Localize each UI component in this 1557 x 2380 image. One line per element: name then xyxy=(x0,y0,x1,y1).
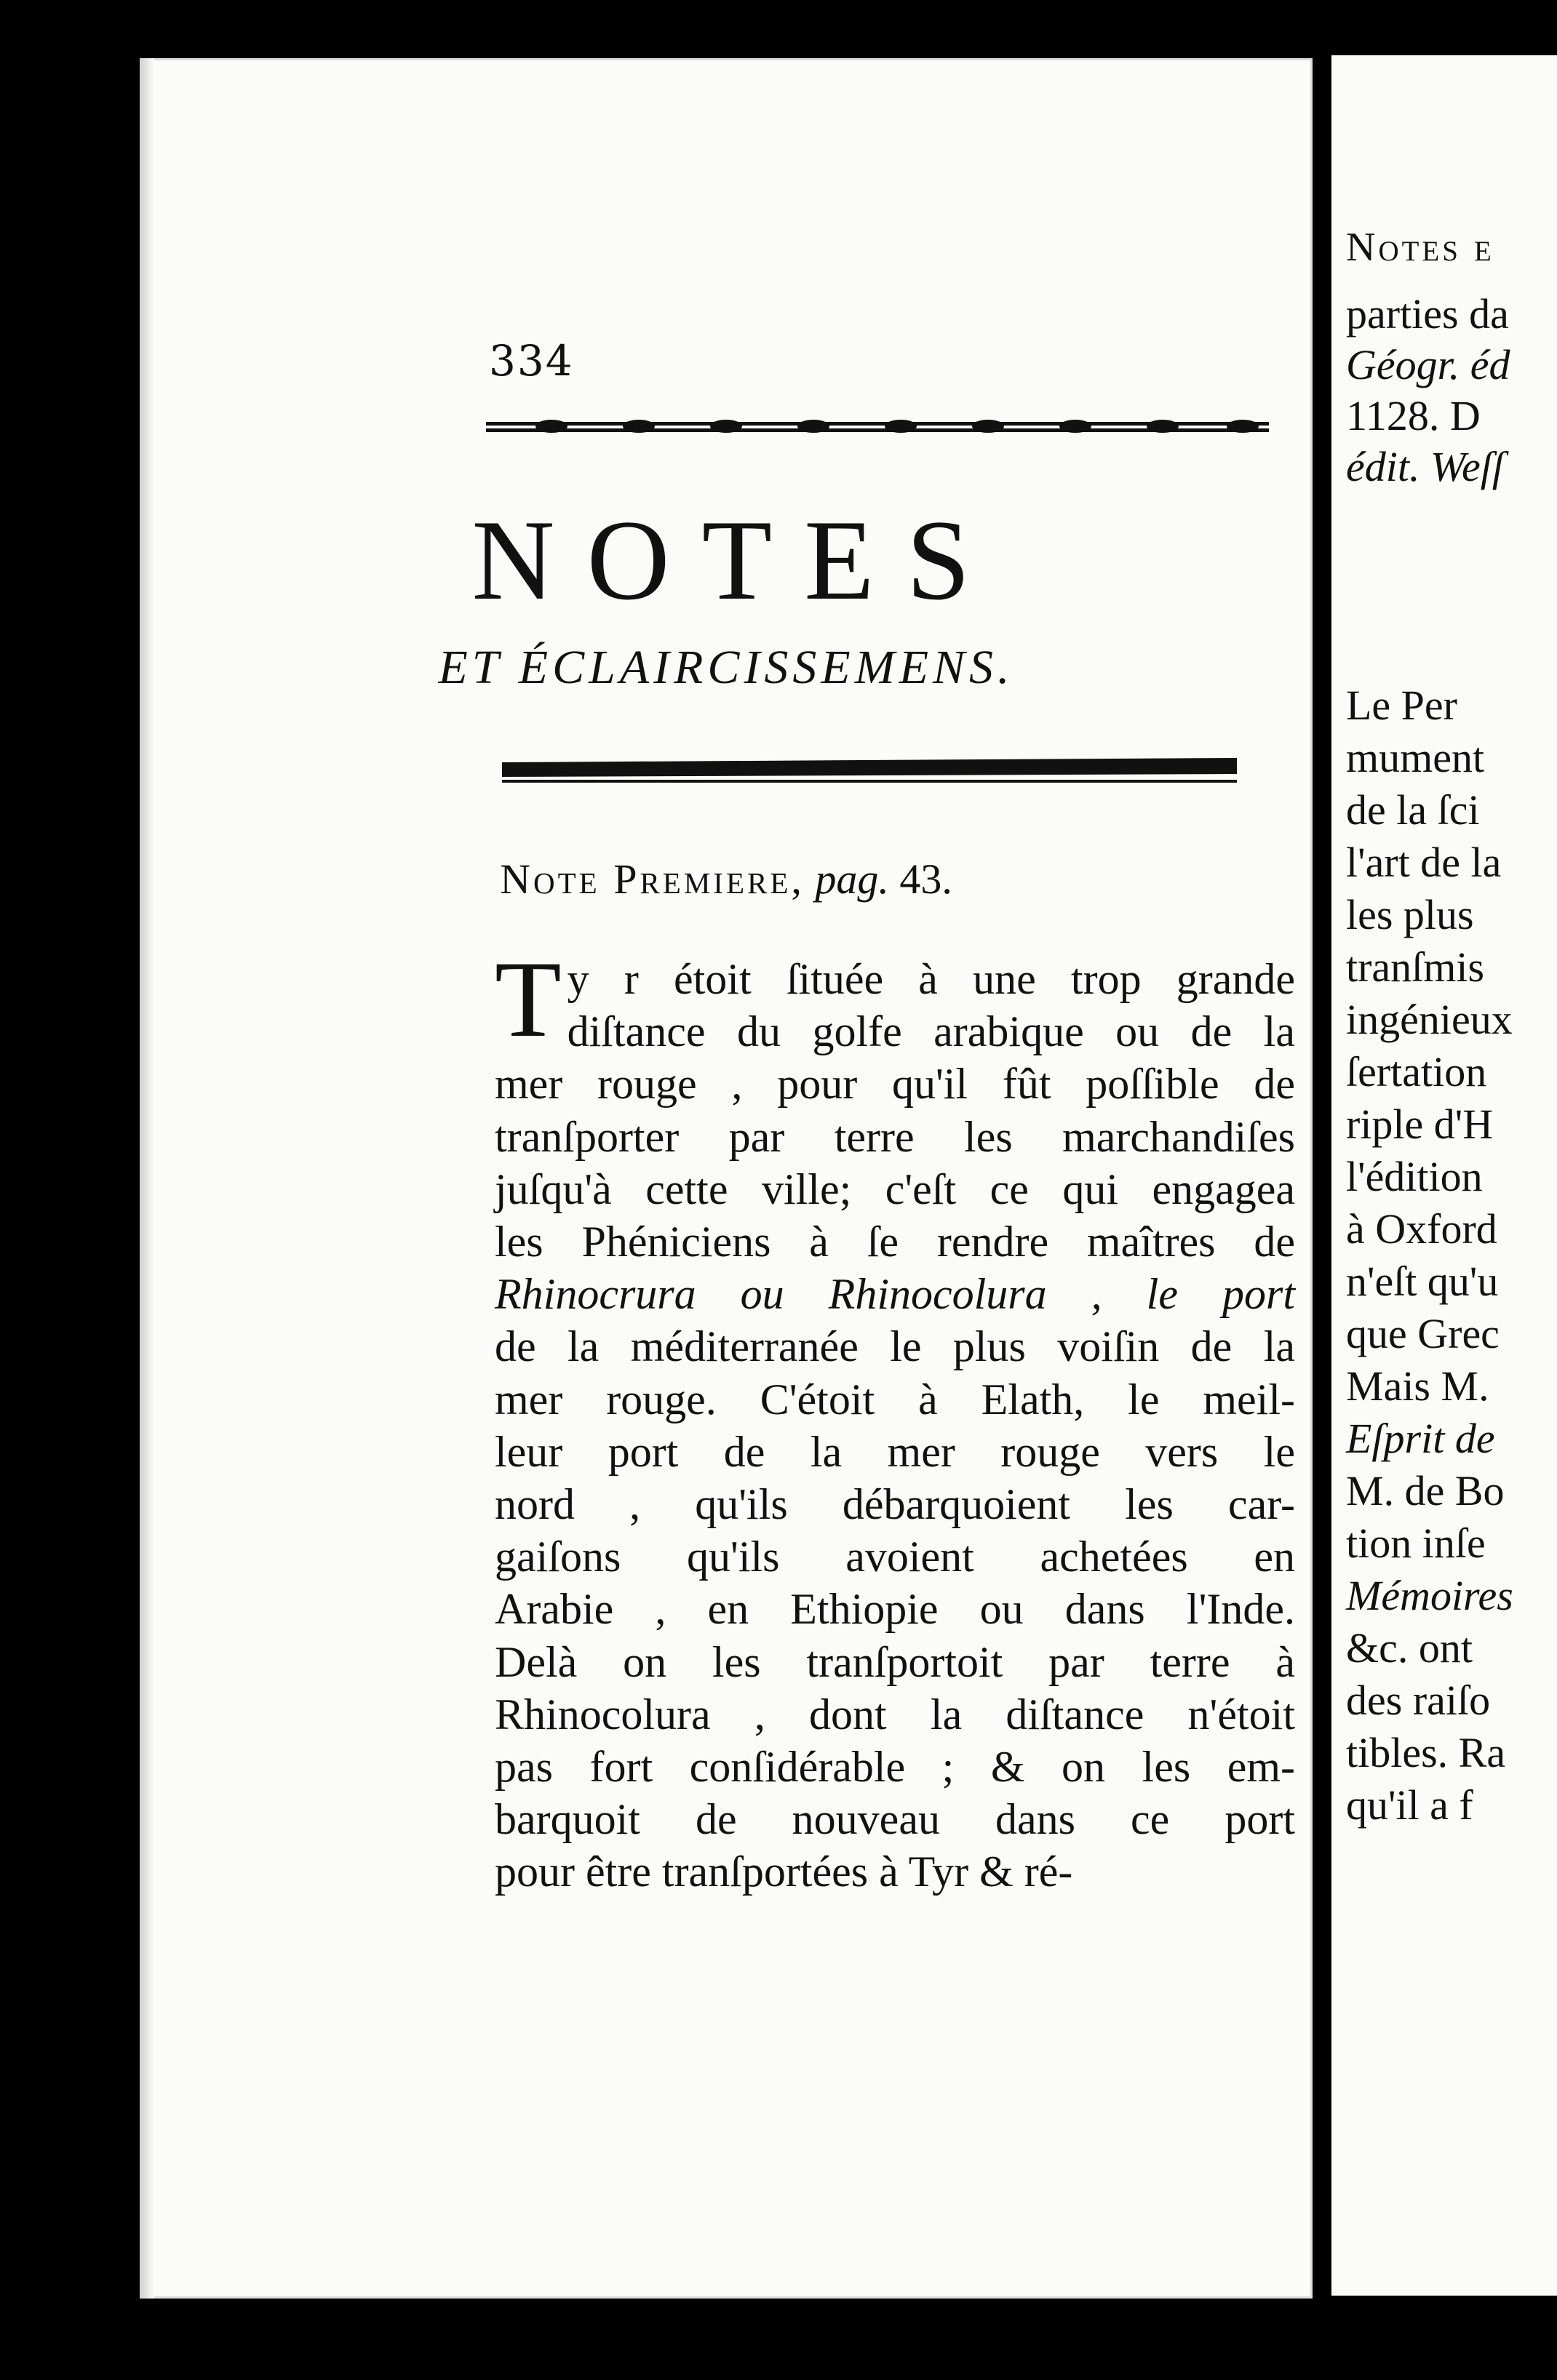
right-line: mument xyxy=(1346,734,1485,781)
right-line: tranſmis xyxy=(1346,943,1485,991)
right-line: l'édition xyxy=(1346,1153,1483,1200)
page-fold-shadow xyxy=(140,58,154,2299)
body-line: y r étoit ſituée à une trop grande xyxy=(567,955,1295,1003)
right-line: que Grec xyxy=(1346,1310,1500,1357)
body-line: barquoit de nouveau dans ce port xyxy=(495,1795,1295,1844)
right-line: ſertation xyxy=(1346,1048,1487,1095)
body-line: de la méditerranée le plus voiſin de la xyxy=(495,1322,1295,1371)
right-line: les plus xyxy=(1346,891,1474,938)
right-line: parties da xyxy=(1346,290,1509,338)
right-line: qu'il a f xyxy=(1346,1781,1473,1829)
right-line: des raiſo xyxy=(1346,1677,1491,1724)
right-line: édit. Weſſ xyxy=(1346,443,1504,490)
right-line: Le Per xyxy=(1346,682,1457,729)
body-line: pour être tranſportées à Tyr & ré- xyxy=(495,1848,1073,1896)
right-line: 1128. D xyxy=(1346,392,1481,439)
note-heading-label: Note Premiere, xyxy=(500,855,805,903)
note-body xyxy=(495,939,1295,1898)
body-line: juſqu'à cette ville; c'eſt ce qui engagea xyxy=(495,1165,1295,1213)
body-line: Rhinocrura ou Rhinocolura , le port xyxy=(495,1270,1295,1319)
note-heading-number: 43. xyxy=(899,855,952,903)
ornamental-rule xyxy=(486,416,1269,436)
page-number: 334 xyxy=(489,336,574,386)
body-line: diſtance du golfe arabique ou de la xyxy=(567,1007,1295,1056)
right-line: Eſprit de xyxy=(1346,1415,1495,1462)
right-line: riple d'H xyxy=(1346,1101,1494,1148)
right-running-head: Notes e xyxy=(1346,225,1494,270)
right-line: M. de Bo xyxy=(1346,1467,1505,1514)
right-line: Mémoires xyxy=(1346,1572,1513,1619)
right-line: n'eſt qu'u xyxy=(1346,1258,1499,1305)
right-line: &c. ont xyxy=(1346,1624,1473,1672)
thick-rule xyxy=(502,758,1237,786)
right-line: Mais M. xyxy=(1346,1362,1489,1410)
right-line: Géogr. éd xyxy=(1346,341,1510,388)
body-line: nord , qu'ils débarquoient les car- xyxy=(495,1480,1295,1529)
right-line: à Oxford xyxy=(1346,1205,1497,1253)
drop-cap: T xyxy=(495,939,562,1060)
right-line: ingénieux xyxy=(1346,996,1513,1043)
body-line: Delà on les tranſportoit par terre à xyxy=(495,1637,1295,1686)
right-page xyxy=(1331,55,1557,2296)
body-line: Rhinocolura , dont la diſtance n'étoit xyxy=(495,1690,1295,1738)
right-line: l'art de la xyxy=(1346,839,1502,886)
body-line: mer rouge , pour qu'il fût poſſible de xyxy=(495,1060,1295,1109)
right-line: tion inſe xyxy=(1346,1520,1486,1567)
body-line: gaiſons qu'ils avoient achetées en xyxy=(495,1533,1295,1581)
note-heading-pag: pag. xyxy=(815,855,889,903)
section-title: NOTES xyxy=(471,497,1003,624)
body-line: les Phéniciens à ſe rendre maîtres de xyxy=(495,1218,1295,1266)
body-line: tranſporter par terre les marchandiſes xyxy=(495,1112,1295,1161)
left-page xyxy=(140,58,1313,2299)
body-line: Arabie , en Ethiopie ou dans l'Inde. xyxy=(495,1585,1295,1634)
section-subtitle: ET ÉCLAIRCISSEMENS. xyxy=(438,641,1014,694)
note-heading xyxy=(140,855,1313,903)
body-line: leur port de la mer rouge vers le xyxy=(495,1427,1295,1476)
body-line: mer rouge. C'étoit à Elath, le meil- xyxy=(495,1375,1295,1423)
right-line: de la ſci xyxy=(1346,786,1480,834)
body-line: pas fort conſidérable ; & on les em- xyxy=(495,1743,1295,1792)
right-line: tibles. Ra xyxy=(1346,1729,1506,1776)
